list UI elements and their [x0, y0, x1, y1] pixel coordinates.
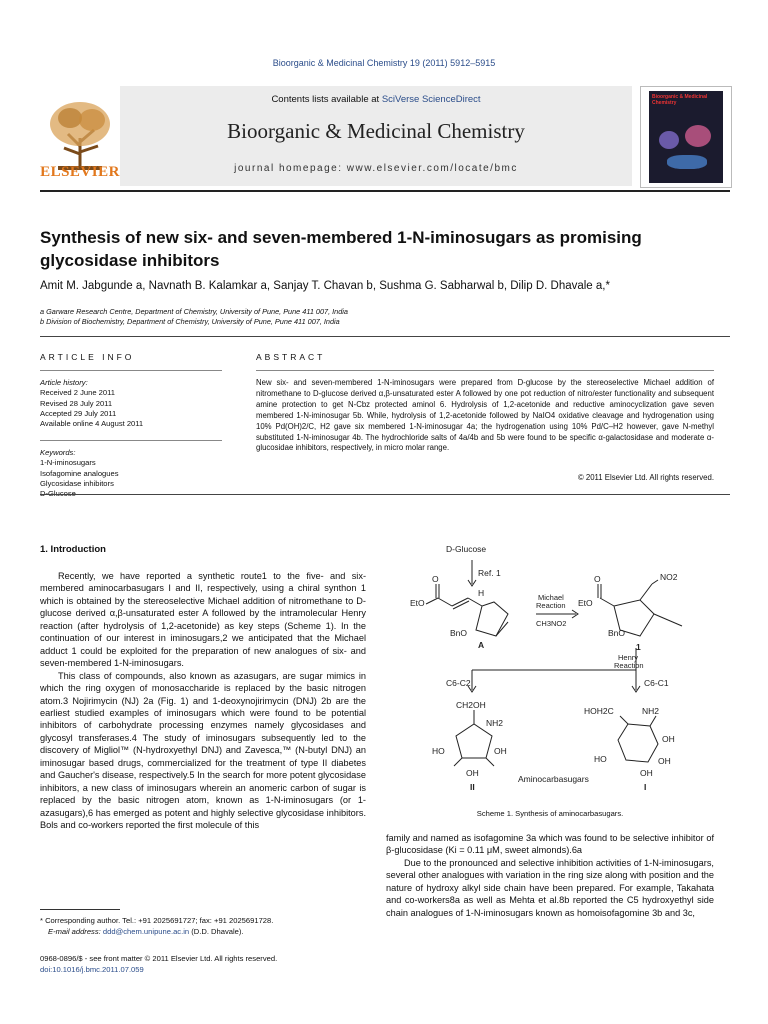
- label-nh2-i: NH2: [642, 706, 660, 716]
- label-ho-ii: HO: [432, 746, 445, 756]
- label-nh2-ii: NH2: [486, 718, 504, 728]
- sciencedirect-link[interactable]: SciVerse ScienceDirect: [381, 94, 481, 105]
- history-label: Article history:: [40, 378, 88, 387]
- abstract-heading: ABSTRACT: [256, 352, 326, 362]
- journal-cover-thumbnail[interactable]: [640, 86, 732, 188]
- article-info-rule: [40, 370, 222, 371]
- intro-paragraph-1: Recently, we have reported a synthetic route1 to the five- and six-membered aminocarbasugars I and II, respectively, using a chiral synthon 1 which is obtained by the stereoselective Michael addition of nitromethane to D-glucose derived α,β-unsaturated ester A followed by the intramolecular Henry reaction (after hydrolysis of 1,2-acetonide) as key steps (Scheme 1). In the continuation of our interest in iminosugars,2 we anticipated that the Michael adduct 1 could be exploited for the preparation of new analogues of six- and seven-membered 1-N-iminosugars.: [40, 571, 366, 669]
- scheme-1-figure: [396, 540, 714, 810]
- label-oh-i-lower: OH: [658, 756, 671, 766]
- label-henry-2: Reaction: [614, 661, 644, 670]
- label-h-a: H: [478, 588, 485, 598]
- label-oh-i-bottom: OH: [640, 768, 653, 778]
- issn-line: 0968-0896/$ - see front matter © 2011 Elsevier Ltd. All rights reserved.: [40, 954, 278, 963]
- label-no2: NO2: [660, 572, 678, 582]
- right-paragraph-2: Due to the pronounced and selective inhibition activities of 1-N-iminosugars, several other analogues with variation in the ring size along with position and the nature of hydroxy alkyl side chain have been prepared. For example, Takahata and co-workers8a as well as Mehta et al.8b reported the C5 hydroxyethyl side chain analogues of 1-N-iminosugars known as homoisofagomine 3b and 3c,: [386, 857, 714, 918]
- label-ref: Ref. 1: [478, 568, 501, 578]
- journal-citation[interactable]: Bioorganic & Medicinal Chemistry 19 (2011) 5912–5915: [272, 58, 496, 68]
- email-suffix: (D.D. Dhavale).: [189, 926, 244, 936]
- publication-info: [40, 954, 366, 975]
- label-ch2oh: CH2OH: [456, 700, 486, 710]
- label-compound-i: I: [644, 782, 647, 792]
- label-bno-1: BnO: [608, 628, 626, 638]
- footnote-block: [40, 916, 366, 937]
- keyword-item[interactable]: Isofagomine analogues: [40, 468, 119, 478]
- author-list: Amit M. Jabgunde a, Navnath B. Kalamkar a, Sanjay T. Chavan b, Sushma G. Sabharwal b, Dilip D. Dhavale a,*: [40, 280, 610, 292]
- affiliation-b: b Division of Biochemistry, Department of Chemistry, University of Pune, Pune 411 007, India: [40, 317, 340, 326]
- right-column-text: [386, 832, 714, 919]
- label-michael-1: Michael: [538, 593, 564, 602]
- label-oh-ii-bottom: OH: [466, 768, 479, 778]
- label-henry-1: Henry: [618, 653, 639, 662]
- label-oh-i-right: OH: [662, 734, 675, 744]
- label-reagent: CH3NO2: [536, 619, 567, 628]
- intro-paragraph-2: This class of compounds, also known as azasugars, are sugar mimics in which the ring oxygen of monosaccharide is replaced by the basic nitrogen atom.3 Nojirimycin (NJ) 2a (Fig. 1) and 1-deoxynojirimycin (DNJ) 2b are the earliest studied examples of iminosugars which were found to be potential inhibitors of carbohydrate processing enzymes namely glycosidases and glycosyl transferases.4 The study of iminosugars subsequently led to the discovery of Migliol™ (N-hydroxyethyl DNJ) and Zavesca,™ (N-butyl DNJ) an iminosugar based drugs, commercialized for the treatment of type II diabetes and Gaucher's disease, respectively.5 In the search for more potent glycosidase inhibitors, a new class of iminosugars wherein an anomeric carbon of sugar is replaced by the basic nitrogen atom, known as 1-N-iminosugars (or 1-azasugars),6 has emerged as potent and highly selective glycosidase inhibitors. Bols and co-workers reported the first molecule of this: [40, 670, 366, 831]
- label-c6c2: C6-C2: [446, 678, 471, 688]
- history-online: Available online 4 August 2011: [40, 419, 144, 429]
- label-ho-i: HO: [594, 754, 607, 764]
- title-line-1: Synthesis of new six- and seven-membered 1-N-iminosugars as promising: [40, 228, 642, 247]
- email-link[interactable]: ddd@chem.unipune.ac.in: [102, 926, 190, 936]
- label-o-a: O: [432, 574, 439, 584]
- contents-prefix: Contents lists available at: [271, 94, 382, 105]
- cover-image: [649, 91, 723, 183]
- label-aminocarbasugars: Aminocarbasugars: [518, 774, 589, 784]
- label-dglucose: D-Glucose: [446, 544, 487, 554]
- header-rule: [40, 190, 730, 192]
- title-line-2: glycosidase inhibitors: [40, 251, 220, 270]
- footnote-rule: [40, 909, 120, 910]
- corresponding-author: * Corresponding author. Tel.: +91 2025691727; fax: +91 2025691728.: [40, 916, 274, 925]
- affiliation-rule: [40, 336, 730, 337]
- article-history: [40, 378, 222, 429]
- email-line: [40, 927, 366, 938]
- label-compound-a: A: [478, 640, 485, 650]
- article-info-heading: ARTICLE INFO: [40, 352, 135, 362]
- history-revised: Revised 28 July 2011: [40, 398, 113, 408]
- email-label: E-mail address:: [48, 926, 103, 936]
- right-paragraph-1: family and named as isofagomine 3a which was found to be selective inhibitor of β-glucosidase (Ki = 0.11 μM, sweet almonds).6a: [386, 833, 714, 856]
- keyword-item[interactable]: 1-N-iminosugars: [40, 458, 96, 468]
- publisher-name: ELSEVIER: [40, 164, 120, 180]
- left-column-text: [40, 570, 366, 832]
- label-compound-ii: II: [470, 782, 475, 792]
- abstract-copyright: © 2011 Elsevier Ltd. All rights reserved.: [577, 473, 714, 482]
- label-eto-1: EtO: [578, 598, 593, 608]
- keywords-label: Keywords:: [40, 448, 76, 457]
- affiliation-a: a Garware Research Centre, Department of Chemistry, University of Pune, Pune 411 007, India: [40, 307, 348, 316]
- history-received: Received 2 June 2011: [40, 388, 116, 398]
- label-michael-2: Reaction: [536, 601, 566, 610]
- keyword-item[interactable]: D-Glucose: [40, 489, 76, 499]
- keywords-block: [40, 448, 222, 499]
- label-hoh2c: HOH2C: [584, 706, 614, 716]
- scheme-caption: Scheme 1. Synthesis of aminocarbasugars.: [476, 809, 624, 818]
- abstract-text: New six- and seven-membered 1-N-iminosugars were prepared from D-glucose by the stereoselective Michael addition of nitromethane to D-glucose derived α,β-unsaturated ester A followed by one pot reduction of nitro/ester functionality and subsequent amine protection to get N-Cbz protected aminol 6. Hydrolysis of 1,2-acetonide and reductive aminocyclization gave seven membered 1-N-iminosugar 5b. While, hydrolysis of 1,2-acetonide followed by NaIO4 oxidative cleavage and hydrogenation using 10% Pd(OH)2/C, H2 gave six membered 1-N-iminosugar 4a; the hydrogenation using 10% Pd/C–H2 however, gave N-methyl substituted 1-N-iminosugar 4b. The hydrochloride salts of 4a/4b and 5b were found to be specific α-galactosidase and moderate α-glucosidae inhibitors, respectively, in micro molar range.: [256, 378, 714, 453]
- journal-title: Bioorganic & Medicinal Chemistry: [227, 119, 525, 143]
- journal-homepage[interactable]: journal homepage: www.elsevier.com/locate/bmc: [234, 163, 518, 174]
- history-accepted: Accepted 29 July 2011: [40, 408, 117, 418]
- keywords-rule: [40, 440, 222, 441]
- label-c6c1: C6-C1: [644, 678, 669, 688]
- introduction-heading: 1. Introduction: [40, 544, 106, 555]
- contents-line: [120, 94, 632, 105]
- label-bno-a: BnO: [450, 628, 468, 638]
- label-eto-a: EtO: [410, 598, 425, 608]
- cover-title: Bioorganic & Medicinal Chemistry: [652, 94, 708, 106]
- label-oh-ii-right: OH: [494, 746, 507, 756]
- keyword-item[interactable]: Glycosidase inhibitors: [40, 478, 114, 488]
- label-compound-1: 1: [636, 642, 641, 652]
- label-o-1: O: [594, 574, 601, 584]
- abstract-rule: [256, 370, 714, 371]
- doi-link[interactable]: doi:10.1016/j.bmc.2011.07.059: [40, 964, 144, 974]
- article-title: [40, 226, 730, 272]
- abstract-bottom-rule: [40, 494, 730, 495]
